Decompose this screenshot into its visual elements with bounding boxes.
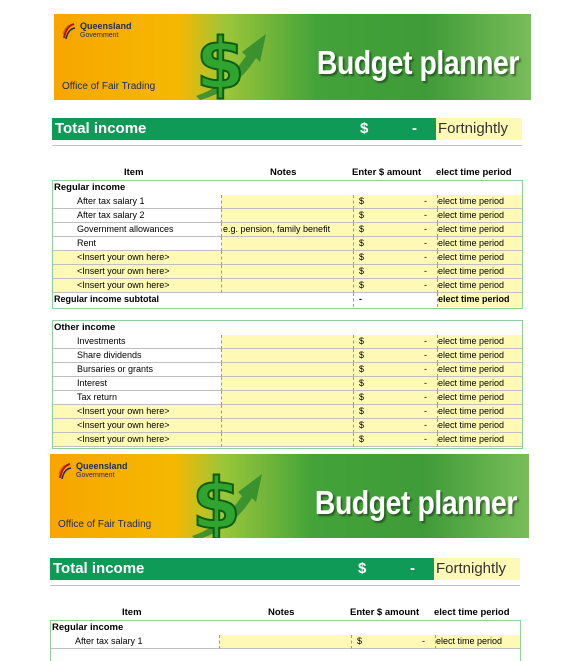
other-income-section bbox=[52, 320, 523, 449]
total-income-currency: $ bbox=[360, 120, 369, 137]
regular-income-section bbox=[52, 180, 523, 309]
row-item: Share dividends bbox=[53, 349, 221, 363]
row-period-select[interactable]: elect time period bbox=[437, 349, 522, 363]
table-row bbox=[53, 349, 522, 363]
row-amount-input[interactable]: $ - bbox=[353, 279, 437, 293]
row-period-select[interactable]: elect time period bbox=[437, 391, 522, 405]
org-name-line1: Queensland bbox=[80, 21, 132, 31]
table-header bbox=[52, 167, 532, 180]
org-name-line1: Queensland bbox=[76, 461, 128, 471]
row-period-select[interactable]: elect time period bbox=[437, 223, 522, 237]
row-amount-input[interactable]: $ - bbox=[353, 405, 437, 419]
table-row bbox=[53, 209, 522, 223]
row-period-select[interactable]: elect time period bbox=[437, 405, 522, 419]
subtotal-note bbox=[221, 293, 353, 307]
row-amount-input[interactable]: $ - bbox=[353, 419, 437, 433]
header-notes: Notes bbox=[270, 167, 297, 178]
table-row bbox=[53, 363, 522, 377]
banner-title: Budget planner bbox=[316, 44, 519, 81]
row-item: Investments bbox=[53, 335, 221, 349]
header-period: elect time period bbox=[434, 607, 510, 618]
table-row bbox=[53, 405, 522, 419]
frequency-select[interactable]: Fortnightly bbox=[436, 118, 522, 140]
header-amount: Enter $ amount bbox=[352, 167, 422, 178]
row-period-select[interactable]: elect time period bbox=[437, 209, 522, 223]
row-amount-input[interactable]: $ - bbox=[353, 195, 437, 209]
total-income-label: Total income bbox=[55, 120, 147, 137]
regular-income-title: Regular income bbox=[54, 182, 126, 193]
budget-sheet-2 bbox=[0, 440, 570, 661]
office-label: Office of Fair Trading bbox=[58, 519, 152, 530]
row-amount-input[interactable]: $ - bbox=[353, 237, 437, 251]
table-row bbox=[53, 377, 522, 391]
row-amount-input[interactable]: $ - bbox=[353, 223, 437, 237]
row-period-select[interactable]: elect time period bbox=[437, 377, 522, 391]
row-note-input[interactable]: e.g. pension, family benefit bbox=[221, 223, 353, 237]
header-amount: Enter $ amount bbox=[350, 607, 420, 618]
row-period-select[interactable]: elect time period bbox=[437, 433, 522, 447]
row-period-select[interactable]: elect time period bbox=[437, 363, 522, 377]
row-period-select[interactable]: elect time period bbox=[437, 237, 522, 251]
row-amount-input[interactable]: $ - bbox=[353, 335, 437, 349]
row-amount-input[interactable]: $ - bbox=[353, 377, 437, 391]
table-row bbox=[51, 635, 520, 649]
row-note-input[interactable] bbox=[221, 405, 353, 419]
row-amount-input[interactable]: $ - bbox=[353, 209, 437, 223]
table-row bbox=[53, 251, 522, 265]
row-note-input[interactable] bbox=[221, 279, 353, 293]
row-note-input[interactable] bbox=[221, 349, 353, 363]
green-dollar-arrow-icon bbox=[186, 16, 286, 100]
row-item-input[interactable]: <Insert your own here> bbox=[53, 405, 221, 419]
row-note-input[interactable] bbox=[221, 391, 353, 405]
row-note-input[interactable] bbox=[221, 419, 353, 433]
table-row bbox=[53, 391, 522, 405]
org-name-line2: Government bbox=[76, 472, 115, 479]
header-notes: Notes bbox=[268, 607, 295, 618]
row-note-input[interactable] bbox=[221, 335, 353, 349]
row-period-select[interactable]: elect time period bbox=[437, 265, 522, 279]
row-period-select[interactable]: elect time period bbox=[437, 419, 522, 433]
row-note-input[interactable] bbox=[221, 363, 353, 377]
total-income-label: Total income bbox=[53, 560, 145, 577]
row-note-input[interactable] bbox=[219, 635, 351, 649]
table-row bbox=[53, 419, 522, 433]
row-note-input[interactable] bbox=[221, 265, 353, 279]
total-income-currency: $ bbox=[358, 560, 367, 577]
divider bbox=[50, 585, 520, 586]
row-note-input[interactable] bbox=[221, 251, 353, 265]
row-note-input[interactable] bbox=[221, 209, 353, 223]
divider bbox=[52, 145, 522, 146]
table-row bbox=[53, 223, 522, 237]
row-amount-input[interactable]: $ - bbox=[353, 391, 437, 405]
table-row bbox=[53, 195, 522, 209]
total-income-bar bbox=[52, 118, 436, 140]
row-note-input[interactable] bbox=[221, 237, 353, 251]
row-item: After tax salary 2 bbox=[53, 209, 221, 223]
subtotal-row bbox=[53, 293, 522, 307]
banner-title: Budget planner bbox=[314, 484, 517, 521]
org-name-line2: Government bbox=[80, 32, 119, 39]
row-item-input[interactable]: <Insert your own here> bbox=[53, 265, 221, 279]
row-item: Interest bbox=[53, 377, 221, 391]
qld-crest-icon bbox=[62, 22, 76, 40]
row-note-input[interactable] bbox=[221, 377, 353, 391]
row-amount-input[interactable]: $ - bbox=[353, 363, 437, 377]
table-row bbox=[53, 279, 522, 293]
header-period: elect time period bbox=[436, 167, 512, 178]
row-item-input[interactable]: <Insert your own here> bbox=[53, 279, 221, 293]
qld-logo bbox=[58, 462, 128, 480]
total-income-value: - bbox=[410, 560, 415, 577]
row-amount-input[interactable]: $ - bbox=[353, 265, 437, 279]
total-income-value: - bbox=[412, 120, 417, 137]
row-item: After tax salary 1 bbox=[53, 195, 221, 209]
qld-logo bbox=[62, 22, 132, 40]
row-item: Rent bbox=[53, 237, 221, 251]
svg-text:$: $ bbox=[196, 23, 245, 100]
row-amount-input[interactable]: $ - bbox=[353, 433, 437, 447]
banner-2 bbox=[50, 454, 529, 538]
row-amount-input[interactable]: $ - bbox=[353, 251, 437, 265]
banner bbox=[54, 14, 531, 100]
row-period-select[interactable]: elect time period bbox=[437, 195, 522, 209]
row-amount-input[interactable]: $ - bbox=[351, 635, 435, 649]
row-item-input[interactable]: <Insert your own here> bbox=[53, 433, 221, 447]
row-item-input[interactable]: <Insert your own here> bbox=[53, 251, 221, 265]
row-item: After tax salary 1 bbox=[51, 635, 219, 649]
row-item-input[interactable]: <Insert your own here> bbox=[53, 419, 221, 433]
total-income-bar bbox=[50, 558, 434, 580]
regular-income-section bbox=[50, 620, 521, 661]
qld-crest-icon bbox=[58, 462, 72, 480]
row-period-select[interactable]: elect time period bbox=[437, 279, 522, 293]
office-label: Office of Fair Trading bbox=[62, 81, 156, 92]
row-period-select[interactable]: elect time period bbox=[437, 251, 522, 265]
row-note-input[interactable] bbox=[221, 195, 353, 209]
frequency-select[interactable]: Fortnightly bbox=[434, 558, 520, 580]
row-period-select[interactable]: elect time period bbox=[437, 335, 522, 349]
row-item: Bursaries or grants bbox=[53, 363, 221, 377]
table-header bbox=[50, 607, 530, 620]
table-row bbox=[53, 265, 522, 279]
row-amount-input[interactable]: $ - bbox=[353, 349, 437, 363]
green-dollar-arrow-icon bbox=[182, 456, 282, 538]
row-item: Government allowances bbox=[53, 223, 221, 237]
header-item: Item bbox=[122, 607, 142, 618]
table-row bbox=[53, 335, 522, 349]
svg-text:$: $ bbox=[192, 463, 241, 540]
row-period-select[interactable]: elect time period bbox=[435, 635, 520, 649]
table-row bbox=[53, 237, 522, 251]
subtotal-label: Regular income subtotal bbox=[54, 294, 160, 304]
subtotal-period[interactable]: elect time period bbox=[437, 293, 522, 307]
regular-income-title: Regular income bbox=[52, 622, 124, 633]
other-income-title: Other income bbox=[54, 322, 116, 333]
subtotal-value: - bbox=[353, 293, 437, 307]
row-item: Tax return bbox=[53, 391, 221, 405]
header-item: Item bbox=[124, 167, 144, 178]
